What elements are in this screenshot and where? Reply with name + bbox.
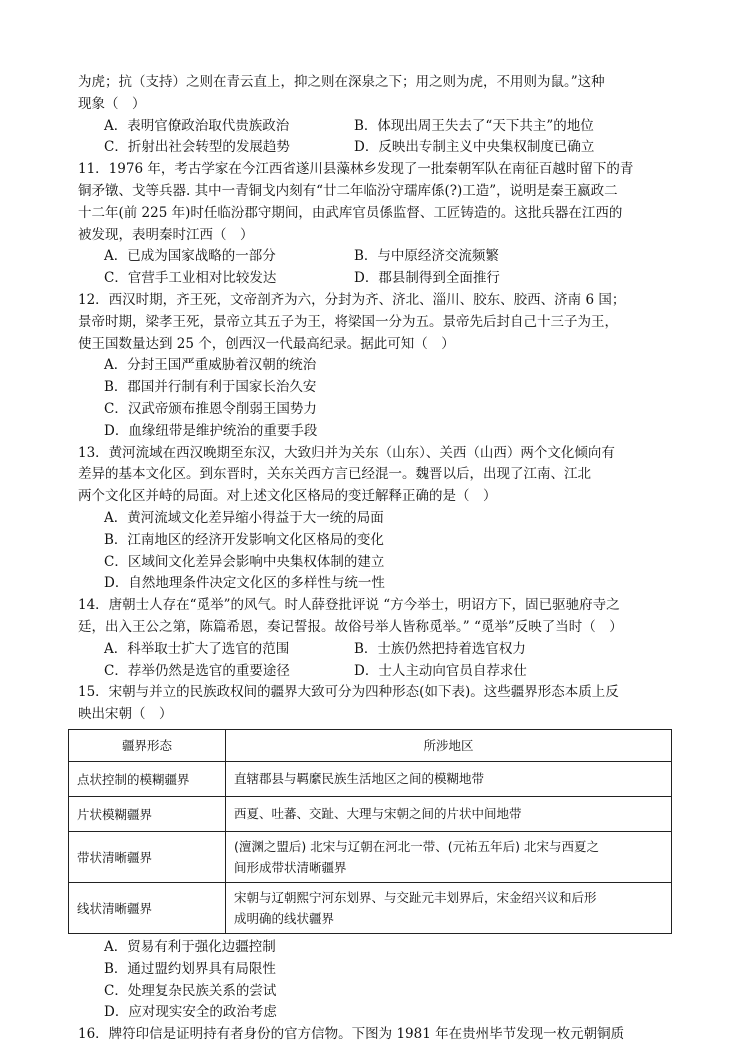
q16-stem-line-1: 16．牌符印信是证明持有者身份的官方信物。下图为 1981 年在贵州毕节发现一枚元朝铜质 [78, 1026, 625, 1043]
exam-page [78, 72, 670, 1046]
q13-stem-line-2: 差异的基本文化区。到东晋时，关东关西方言已经混一。魏晋以后，出现了江南、江北 [78, 466, 591, 483]
table-cell-form: 片状模糊疆界 [69, 796, 226, 831]
table-cell-region-line: (澶渊之盟后) 北宋与辽朝在河北一带、(元祐五年后) 北宋与西夏之 [234, 838, 599, 854]
q11-options-ab [78, 246, 670, 268]
q14-stem-line-2: 廷，出入王公之第，陈篇希恩，奏记誓报。故俗号举人皆称觅举。” “觅举”反映了当时（ ） [78, 618, 623, 635]
table-cell-region-line: 宋朝与辽朝熙宁河东划界、与交趾元丰划界后，宋金绍兴议和后形 [234, 889, 597, 905]
q11-options-cd [78, 268, 670, 290]
intro-line-1: 为虎；抗（支持）之则在青云直上，抑之则在深泉之下；用之则为虎，不用则为鼠。”这种 [78, 74, 605, 90]
q15-stem-line-2: 映出宋朝（ ） [78, 706, 173, 723]
q13-option-a[interactable]: A．黄河流域文化差异缩小得益于大一统的局面 [104, 509, 384, 526]
q11-option-c[interactable]: C．官营手工业相对比较发达 [104, 270, 277, 287]
q12-option-c[interactable]: C．汉武帝颁布推恩令削弱王国势力 [104, 400, 317, 417]
q11-stem-line-4: 被发现，表明秦时江西（ ） [78, 226, 254, 243]
q11-stem-line-2: 铜矛镦、戈等兵器. 其中一青铜戈内刻有“廿二年临汾守瓀库係(?)工造”，说明是秦王嬴政二 [78, 182, 618, 199]
table-row [69, 761, 672, 796]
table-cell-region: 西夏、吐蕃、交趾、大理与宋朝之间的片状中间地带 [226, 796, 672, 831]
q14-stem-line-1: 14．唐朝士人存在“觅举”的风气。时人薛登批评说 “方今举士，明诏方下，固已驱驰府寺之 [78, 597, 620, 614]
q12-option-d[interactable]: D．血缘纽带是维护统治的重要手段 [104, 422, 318, 439]
table-cell-region-line: 间形成带状清晰疆界 [234, 859, 347, 875]
q13-stem-line-3: 两个文化区并峙的局面。对上述文化区格局的变迁解释正确的是（ ） [78, 488, 497, 505]
q12-stem-line-3: 使王国数量达到 25 个，创西汉一代最高纪录。据此可知（ ） [78, 335, 455, 352]
table-row [69, 831, 672, 882]
q14-options-ab [78, 639, 670, 661]
table-cell-region [226, 882, 672, 933]
q12-stem-line-2: 景帝时期，梁孝王死，景帝立其五子为王，将梁国一分为五。景帝先后封自己十三子为王， [78, 313, 618, 330]
q10-option-b[interactable]: B．体现出周王失去了“天下共主”的地位 [354, 117, 594, 134]
q11-stem-line-3: 十二年(前 225 年)时任临汾郡守期间，由武库官员係监督、工匠铸造的。这批兵器在江西的 [78, 204, 623, 221]
table-cell-region [226, 831, 672, 882]
q12-option-b[interactable]: B．郡国并行制有利于国家长治久安 [104, 379, 317, 396]
table-cell-form: 带状清晰疆界 [69, 831, 226, 882]
table-row [69, 882, 672, 933]
q13-option-d[interactable]: D．自然地理条件决定文化区的多样性与统一性 [104, 575, 385, 592]
q13-option-c[interactable]: C．区域间文化差异会影响中央集权体制的建立 [104, 553, 385, 570]
q14-option-d[interactable]: D．士人主动向官员自荐求仕 [354, 662, 527, 679]
table-row [69, 796, 672, 831]
q10-options-cd [78, 137, 670, 159]
intro-line-2: 现象（ ） [78, 95, 146, 112]
q15-option-d[interactable]: D．应对现实安全的政治考虑 [104, 1004, 277, 1021]
q15-stem-line-1: 15．宋朝与并立的民族政权间的疆界大致可分为四种形态(如下表)。这些疆界形态本质上反 [78, 684, 619, 701]
q12-stem-line-1: 12．西汉时期，齐王死，文帝剖齐为六，分封为齐、济北、淄川、胶东、胶西、济南 6 国； [78, 291, 626, 308]
q10-option-d[interactable]: D．反映出专制主义中央集权制度已确立 [354, 139, 595, 156]
q13-stem-line-1: 13．黄河流域在西汉晚期至东汉，大致归并为关东（山东）、关西（山西）两个文化倾向有 [78, 444, 615, 461]
table-cell-region: 直辖郡县与羁縻民族生活地区之间的模糊地带 [226, 761, 672, 796]
q13-option-b[interactable]: B．江南地区的经济开发影响文化区格局的变化 [104, 531, 384, 548]
q11-option-b[interactable]: B．与中原经济交流频繁 [354, 248, 499, 265]
table-header-form: 疆界形态 [69, 729, 226, 761]
q11-stem-line-1: 11．1976 年，考古学家在今江西省遂川县藻林乡发现了一批秦朝军队在南征百越时留下的青 [78, 161, 634, 178]
q14-options-cd [78, 661, 670, 683]
q11-option-a[interactable]: A．已成为国家战略的一部分 [104, 248, 276, 265]
q10-option-c[interactable]: C．折射出社会转型的发展趋势 [104, 139, 290, 156]
q12-option-a[interactable]: A．分封王国严重威胁着汉朝的统治 [104, 357, 317, 374]
table-header-row [69, 729, 672, 761]
border-forms-table [68, 729, 672, 934]
q10-options-ab [78, 116, 670, 138]
q15-option-c[interactable]: C．处理复杂民族关系的尝试 [104, 982, 277, 999]
q11-option-d[interactable]: D．郡县制得到全面推行 [354, 270, 500, 287]
q14-option-a[interactable]: A．科举取士扩大了选官的范围 [104, 640, 290, 657]
q10-option-a[interactable]: A．表明官僚政治取代贵族政治 [104, 117, 290, 134]
table-cell-region-line: 成明确的线状疆界 [234, 910, 335, 926]
q14-option-c[interactable]: C．荐举仍然是选官的重要途径 [104, 662, 290, 679]
table-cell-form: 线状清晰疆界 [69, 882, 226, 933]
q15-option-b[interactable]: B．通过盟约划界具有局限性 [104, 960, 276, 977]
q14-option-b[interactable]: B．士族仍然把持着选官权力 [354, 640, 526, 657]
q15-option-a[interactable]: A．贸易有利于强化边疆控制 [104, 938, 276, 955]
table-cell-form: 点状控制的模糊疆界 [69, 761, 226, 796]
table-header-region: 所涉地区 [226, 729, 672, 761]
